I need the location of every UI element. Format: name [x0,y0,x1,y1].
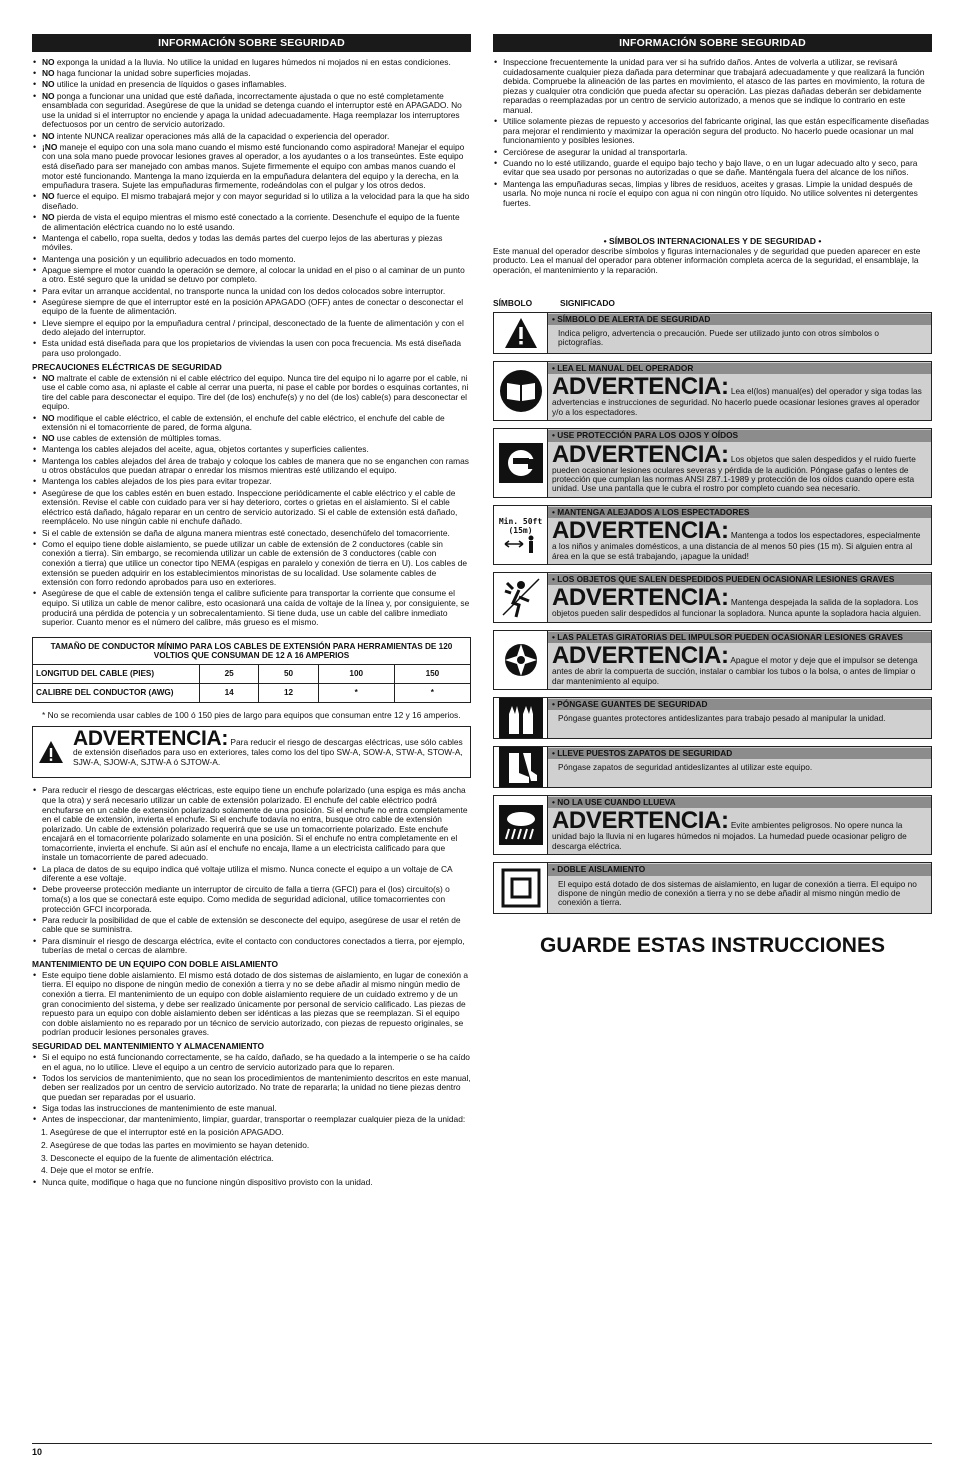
symbol-description: Lea el(los) manual(es) del operador y siga todas las advertencias e instrucciones de seguridad. No hacerlo puede ocasionar lesiones graves al operador y/o a los espectadores. [552,386,922,417]
list-item: • Antes de inspeccionar, dar mantenimiento, limpiar, guardar, transportar o reemplazar cualquier pieza de la unidad: [42,1115,471,1125]
symbol-description: Mantenga despejada la salida de la sopladora. Los objetos pueden salir despedidos al funcionar la sopladora. Nunca apunte la sopladora hacia alguien. [552,597,922,619]
symbol-column-header: SÍMBOLO [493,297,533,308]
polarized-bullet-list [32,786,471,955]
warning-word: ADVERTENCIA: [552,642,729,670]
page-number: 10 [32,1447,43,1457]
list-item [42,339,471,358]
extension-cord-table [32,637,471,703]
list-item [42,298,471,317]
safety-bullet-list [32,58,471,359]
symbol-title: • LOS OBJETOS QUE SALEN DESPEDIDOS PUEDEN OCASIONAR LESIONES GRAVES [548,574,931,585]
symbols-table [493,312,932,914]
step-item: 4. Deje que el motor se enfríe. [41,1165,154,1176]
list-text: Mantenga los cables alejados del aceite, agua, objetos cortantes y superficies calientes. [42,444,369,455]
list-text: fuerce el equipo. El mismo trabajará mejor y con mayor seguridad si lo utiliza a la velocidad para la que ha sido diseñado. [42,191,470,211]
impeller-icon [494,631,548,689]
list-text: Apague siempre el motor cuando la operación se demore, al colocar la unidad en el piso o al caminar de un punto a otro. Esté seguro que la unidad se detuvo por completo. [42,264,465,285]
list-text: pierda de vista el equipo mientras el mismo esté conectado a la corriente. Desenchufe el equipo de la fuente de alimentación eléctrica cuando no lo esté usando. [42,212,460,232]
list-text: Mantenga una posición y un equilibrio adecuados en todo momento. [42,253,296,264]
symbol-title: • LAS PALETAS GIRATORIAS DEL IMPULSOR PUEDEN OCASIONAR LESIONES GRAVES [548,632,931,643]
table-row [33,664,471,683]
list-text: Mantenga el cabello, ropa suelta, dedos y todas las demás partes del cuerpo lejos de las aberturas y piezas móviles. [42,232,443,253]
table-row [33,683,471,702]
table-cell: 14 [200,683,259,702]
symbol-row [493,361,932,421]
symbol-title: • SÍMBOLO DE ALERTA DE SEGURIDAD [548,314,931,325]
double-insulation-bullets [32,971,471,1038]
list-text: Lleve siempre el equipo por la empuñadura central / principal, desconectado de la fuente de alimentación y con el dedo alejado del interruptor. [42,317,464,338]
list-item: • Utilice solamente piezas de repuesto y accesorios del fabricante original, las que están específicamente diseñadas para mejorar el rendimiento y maximizar la operación segura del producto. No hacerlo puede ocasionar un mal funcionamiento y posibles lesiones. [503,117,932,146]
double-insulation-icon [494,863,548,913]
table-cell: 100 [318,664,394,683]
symbol-description: Mantenga a todos los espectadores, especialmente a los niños y animales domésticos, a una distancia de al menos 50 pies (15 m). Si alguien entra al área en la que se está trabajando, ¡apague la unidad! [552,530,921,561]
table-cell: * [318,683,394,702]
section-header-right: INFORMACIÓN SOBRE SEGURIDAD [493,34,932,52]
emphasis: ¡NO [42,141,58,152]
emphasis: NO [42,412,55,423]
list-item [42,58,471,68]
emphasis: NO [42,79,55,90]
list-text: use cables de extensión de múltiples tomas. [54,433,222,444]
left-column [32,34,471,1189]
table-cell: 150 [394,664,470,683]
symbol-row [493,572,932,623]
step-item: 3. Desconecte el equipo de la fuente de alimentación eléctrica. [41,1152,274,1163]
list-text: Asegúrese siempre de que el interruptor esté en la posición APAGADO (OFF) antes de conectar o desconectar el equipo de la fuente de alimentación. [42,296,464,317]
list-item: • Cuando no lo esté utilizando, guarde el equipo bajo techo y bajo llave, o en un lugar adecuado alto y seco, para evitar que sea usado por personas no autorizadas o que se dañe. Manténgala fuera del alcance de los niños. [503,159,932,178]
distance-label: Min. 50ft [498,516,543,526]
symbol-description: El equipo está dotado de dos sistemas de aislamiento, en lugar de conexión a tierra. El equipo no dispone de ningún medio de conexión a tierra y no se debe añadir al mismo ningún medio de conexión a tierra. [558,878,917,908]
symbol-row [493,312,932,354]
symbol-title: • LEA EL MANUAL DEL OPERADOR [548,363,931,374]
list-text: modifique el cable eléctrico, el cable de extensión, el enchufe del cable eléctrico, el enchufe del cable de extensión ni el tomacorriente de pared, de forma alguna. [42,412,445,433]
list-item [42,374,471,412]
emphasis: NO [42,130,55,141]
step-item: 2. Asegúrese de que todas las partes en movimiento se hayan detenido. [41,1140,310,1151]
symbol-description: Los objetos que salen despedidos y el ruido fuerte pueden ocasionar lesiones oculares severas y pérdida de la audición. Póngase gafas o lentes de protección que cumplan las normas ANSI Z87.1-1989 y protección de los oídos cuando opere esta unidad. Use una pantalla que le cubra el rostro por completo cuando sea necesario. [552,453,916,494]
table-title: TAMAÑO DE CONDUCTOR MÍNIMO PARA LOS CABLES DE EXTENSIÓN PARA HERRAMIENTAS DE 120 VOLTIOS QUE CONSUMAN DE 12 A 16 AMPERIOS [33,637,471,664]
list-item [42,477,471,487]
table-cell: * [394,683,470,702]
list-text: Mantenga los cables alejados de los pies para evitar tropezar. [42,476,272,487]
symbol-description: Póngase guantes protectores antideslizantes para trabajo pesado al manipular la unidad. [558,713,886,724]
list-text: Como el equipo tiene doble aislamiento, se puede utilizar un cable de extensión de 2 conductores (cable sin conexión a tierra). Sin embargo, se recomienda utilizar un cable de extensión de 3 conductores (cable con conexión a tierra) que utilice un conector tipo NEMA (espigas en paralelo y conexión de tierra en U). Los cables de extensión se pueden adquirir en los establecimientos minoristas de su localidad. Use solamente cables de extensión con forro redondo aprobados para uso en exteriores. [42,538,468,588]
list-item: • Inspeccione frecuentemente la unidad para ver si ha sufrido daños. Antes de volverla a utilizar, se revisará cuidadosamente cualquier pieza dañada para determinar que trabajará adecuadamente y que realizará la función debida. Compruebe la alineación de las partes en movimiento, el atasco de las partes en movimiento, la rotura de piezas y cualquier otra condición que pueda afectar su operación. Las piezas dañadas deberán ser debidamente reparadas o reemplazadas por un centro de servicio autorizado, a menos que se indique lo contrario en este manual. [503,58,932,116]
emphasis: NO [42,68,55,79]
list-item [42,255,471,265]
list-item [42,192,471,211]
warning-word: ADVERTENCIA: [552,440,729,468]
manual-icon [494,362,548,420]
symbol-title: • NO LA USE CUANDO LLUEVA [548,797,931,808]
page-footer [32,1443,932,1457]
list-item: • Siga todas las instrucciones de mantenimiento de este manual. [42,1104,471,1114]
list-item [42,457,471,476]
warning-text: Para reducir el riesgo de descargas eléctricas, use sólo cables de extensión diseñados para uso en exteriores, tales como los del tipo SW-A, SOW-A, STW-A, STOW-A, SJW-A, SJOW-A, SJTW-A ó SJTOW-A. [73,737,463,767]
distance-label: (15m) [508,525,533,535]
list-text: haga funcionar la unidad sobre superficies mojadas. [54,68,251,79]
list-item: • Todos los servicios de mantenimiento, que no sean los procedimientos de mantenimiento descritos en este manual, deben ser realizados por un centro de servicio autorizado. No trate de repararla; la unidad no tiene piezas dentro que puedan ser reparadas por el usuario. [42,1074,471,1103]
list-text: exponga la unidad a la lluvia. No utilice la unidad en lugares húmedos ni mojados ni en estas condiciones. [54,57,451,67]
emphasis: NO [42,57,55,67]
list-text: Para evitar un arranque accidental, no transporte nunca la unidad con los dedos colocados sobre interruptor. [42,285,446,296]
section-header-left: INFORMACIÓN SOBRE SEGURIDAD [32,34,471,52]
list-item: • Mantenga las empuñaduras secas, limpias y libres de residuos, aceites y grasas. Limpie la unidad después de usarla. No moje nunca ni rocíe el equipo con agua ni con ningún otro líquido. No utilice solventes ni detergentes fuertes. [503,180,932,209]
symbol-title: • USE PROTECCIÓN PARA LOS OJOS Y OÍDOS [548,430,931,441]
maintenance-heading: SEGURIDAD DEL MANTENIMIENTO Y ALMACENAMIENTO [32,1040,265,1051]
list-item [42,213,471,232]
list-item [42,414,471,433]
symbol-row [493,746,932,788]
symbol-description: Evite ambientes peligrosos. No opere nunca la unidad bajo la lluvia ni en lugares húmedos ni mojados. La humedad puede ocasionar peligro de descarga eléctrica. [552,820,907,851]
row-label: LONGITUD DEL CABLE (PIES) [33,664,200,683]
emphasis: NO [42,191,55,202]
symbol-description: Póngase zapatos de seguridad antideslizantes al utilizar este equipo. [558,762,813,773]
list-item [42,92,471,130]
symbol-title: • DOBLE AISLAMIENTO [548,864,931,875]
list-item [42,69,471,79]
list-item [42,266,471,285]
list-item [42,143,471,191]
table-cell: 50 [259,664,318,683]
list-item: • Este equipo tiene doble aislamiento. El mismo está dotado de dos sistemas de aislamiento, en lugar de conexión a tierra. El equipo no dispone de ningún medio de conexión a tierra y no se debe añadir al mismo ningún medio de conexión a tierra. El mantenimiento de un equipo con doble aislamiento requiere de un cuidado extremo y de un gran conocimiento del sistema, y debe ser realizado únicamente por personal de servicio calificado. Las piezas de repuesto para un equipo con doble aislamiento deben ser idénticas a las piezas que se reemplazan. Si el equipo con doble aislamiento no es reparado por un técnico de servicio autorizado, con piezas de repuesto originales, se podrían producir lesiones personales graves. [42,971,471,1038]
table-cell: 12 [259,683,318,702]
symbols-heading: • SÍMBOLOS INTERNACIONALES Y DE SEGURIDAD • [603,235,822,246]
list-text: Mantenga los cables alejados del área de trabajo y coloque los cables de manera que no se enganchen con ramas u otros obstáculos que puedan atrapar o enredar los mismos mientras esté utilizando el equipo. [42,455,469,476]
warning-word: ADVERTENCIA: [552,517,729,545]
list-text: Asegúrese de que el cable de extensión tenga el calibre suficiente para transportar la corriente que consume el equipo. Si utiliza un cable de menor calibre, esto ocasionará una caída de voltaje de la línea y, por consiguiente, se producirá una pérdida de potencia y un sobrecalentamiento. Si tiene duda, use un cable del calibre inmediato superior. Cuanto menor es el número del calibre, más grueso es el mismo. [42,588,470,628]
electrical-precautions-heading: PRECAUCIONES ELÉCTRICAS DE SEGURIDAD [32,361,222,372]
symbol-row [493,630,932,690]
symbol-title: • LLEVE PUESTOS ZAPATOS DE SEGURIDAD [548,748,931,759]
list-item [42,445,471,455]
emphasis: NO [42,372,55,383]
emphasis: NO [42,433,55,444]
warning-word: ADVERTENCIA: [552,807,729,835]
symbol-row [493,862,932,914]
symbol-description: Apague el motor y deje que el impulsor se detenga antes de abrir la compuerta de succión, instalar o cambiar los tubos o la bolsa, o antes de limpiar o dar mantenimiento al equipo. [552,655,918,686]
symbols-intro: Este manual del operador describe símbolos y figuras internacionales y de seguridad que pueden aparecer en este producto. Lea el manual del operador para obtener información completa acerca de la seguridad, el ensamblaje, la operación, el mantenimiento y la reparación. [493,245,921,276]
list-item [42,540,471,588]
inspection-bullets [493,58,932,208]
emphasis: NO [42,212,55,223]
symbol-row [493,428,932,498]
list-item [42,529,471,539]
boots-icon [494,747,548,787]
row-label: CALIBRE DEL CONDUCTOR (AWG) [33,683,200,702]
save-instructions-title: GUARDE ESTAS INSTRUCCIONES [540,933,885,957]
list-item: • Para reducir el riesgo de descargas eléctricas, este equipo tiene un enchufe polarizado (una espiga es más ancha que la otra) y será necesario utilizar un cable de extensión polarizado. El enchufe del cable eléctrico podrá enchufarse en un cable de extensión polarizado solamente de una posición. Si el enchufe no entra completamente en el cable de extensión, invierta el enchufe. Si el enchufe todavía no entra, busque otro cable de extensión polarizado. Un cable de extensión polarizado requerirá que se use un tomacorriente polarizado. Este enchufe encajará en el tomacorriente polarizado solamente en una posición. Si el enchufe no entra completamente en el tomacorriente, invierta el enchufe. Si aún así el enchufe no encaja, llame a un electricista calificado para que instale un tomacorriente de pared adecuado. [42,786,471,863]
symbol-title: • MANTENGA ALEJADOS A LOS ESPECTADORES [548,507,931,518]
list-text: intente NUNCA realizar operaciones más allá de la capacidad o experiencia del operador. [54,130,390,141]
list-item [42,287,471,297]
warning-word: ADVERTENCIA: [552,373,729,401]
list-item [42,489,471,527]
right-column [493,34,932,958]
list-item [42,434,471,444]
warning-word: ADVERTENCIA: [73,727,229,751]
table-cell: 25 [200,664,259,683]
list-text: utilice la unidad en presencia de líquidos o gases inflamables. [54,79,287,90]
rain-icon [494,796,548,854]
symbol-row [493,697,932,739]
maintenance-steps [32,1126,471,1176]
list-item: • Para reducir la posibilidad de que el cable de extensión se desconecte del equipo, asegúrese de usar el retén de cable que se suministra. [42,916,471,935]
warning-word: ADVERTENCIA: [552,584,729,612]
list-item [42,132,471,142]
bystanders-icon [494,506,548,564]
warning-box [32,726,471,778]
list-item: • Cerciórese de asegurar la unidad al transportarla. [503,148,932,158]
list-text: Si el cable de extensión se daña de alguna manera mientras esté conectado, desenchúfelo del tomacorriente. [42,527,450,538]
eye-ear-protection-icon [494,429,548,497]
list-text: maneje el equipo con una sola mano cuando el mismo esté funcionando como aspiradora! Manejar el equipo con una sola mano puede provocar lesiones graves al operador, a los ayudantes o a los transeúntes. Este equipo está diseñado para ser manejado con ambas manos. Sujete firmemente el equipo con ambas manos cuando el motor esté funcionando. Mantenga la mano izquierda en la empuñadura delantera del equipo y la derecha, en la empuñadura trasera. Sujete las empuñaduras firmemente, rodeándolas con el pulgar y los otros dedos. [42,141,465,191]
list-item [42,234,471,253]
list-text: Asegúrese de que los cables estén en buen estado. Inspeccione periódicamente el cable eléctrico y el cable de extensión. Revise el cable con cuidado para ver si hay deterioro, cortes o grietas en el aislamiento. Si el cable eléctrico está dañado, hágalo reparar en un centro de servicio autorizado. Si el cable de extensión está dañado, reemplácelo. No use ningún cable ni enchufe dañado. [42,487,458,527]
list-item [42,80,471,90]
symbol-title: • PÓNGASE GUANTES DE SEGURIDAD [548,699,931,710]
double-insulation-heading: MANTENIMIENTO DE UN EQUIPO CON DOBLE AISLAMIENTO [32,958,278,969]
list-item: • Si el equipo no está funcionando correctamente, se ha caído, dañado, se ha quedado a la intemperie o se ha caído en el agua, no lo utilice. Lleve el equipo a un centro de servicio autorizado para que lo reparen. [42,1053,471,1072]
table-note: * No se recomienda usar cables de 100 ó 150 pies de largo para equipos que consuman entre 12 y 16 amperios. [42,709,461,720]
emphasis: NO [42,90,55,101]
thrown-objects-icon [494,573,548,622]
list-text: Esta unidad está diseñada para que los propietarios de viviendas la usen con poca frecuencia. Ms está diseñada para uso prolongado. [42,338,462,358]
electrical-bullet-list [32,374,471,628]
symbol-row [493,795,932,855]
list-item: • Nunca quite, modifique o haga que no funcione ningún dispositivo provisto con la unidad. [42,1178,471,1188]
list-item [42,319,471,338]
list-item: • Para disminuir el riesgo de descarga eléctrica, evite el contacto con conductores conectados a tierra, por ejemplo, tuberías de metal o cercas de alambre. [42,937,471,956]
symbol-row [493,505,932,565]
gloves-icon [494,698,548,738]
maintenance-bullets [32,1053,471,1125]
alert-icon [33,727,69,777]
symbol-description: Indica peligro, advertencia o precaución. Puede ser utilizado junto con otros símbolos o pictografías. [558,328,880,348]
alert-icon [494,313,548,353]
list-text: ponga a funcionar una unidad que esté dañada, incorrectamente ajustada o que no esté completamente ensamblada con seguridad. Asegúrese de que la unidad se detenga cuando el interruptor esté en APAGADO. No use la unidad si el interruptor no enciende y apaga la unidad adecuadamente. Haga reemplazar los interruptores defectuosos por un centro de servicio autorizado. [42,90,462,130]
meaning-column-header: SIGNIFICADO [560,297,615,308]
list-item: • Debe proveerse protección mediante un interruptor de circuito de falla a tierra (GFCI) para el (los) circuito(s) o toma(s) a los que se conectará este equipo. Como medida de seguridad adicional, utilice tomacorrientes con protección GFCI incorporada. [42,885,471,914]
list-text: maltrate el cable de extensión ni el cable eléctrico del equipo. Nunca tire del equipo ni lo agarre por el cable, ni use el cable como asa, ni aplaste el cable al cerrar una puerta, ni pase el cable por bordes o esquinas cortantes, ni tire del cable para desconectar el equipo. Tire del (de los) enchufe(s) y no del (de los) cable(s) para desconectar el equipo. [42,372,469,412]
list-item [42,589,471,627]
step-item: 1. Asegúrese de que el interruptor esté en la posición APAGADO. [41,1127,284,1138]
list-item: • La placa de datos de su equipo indica qué voltaje utiliza el mismo. Nunca conecte el equipo a un voltaje de CA diferente a ese voltaje. [42,865,471,884]
